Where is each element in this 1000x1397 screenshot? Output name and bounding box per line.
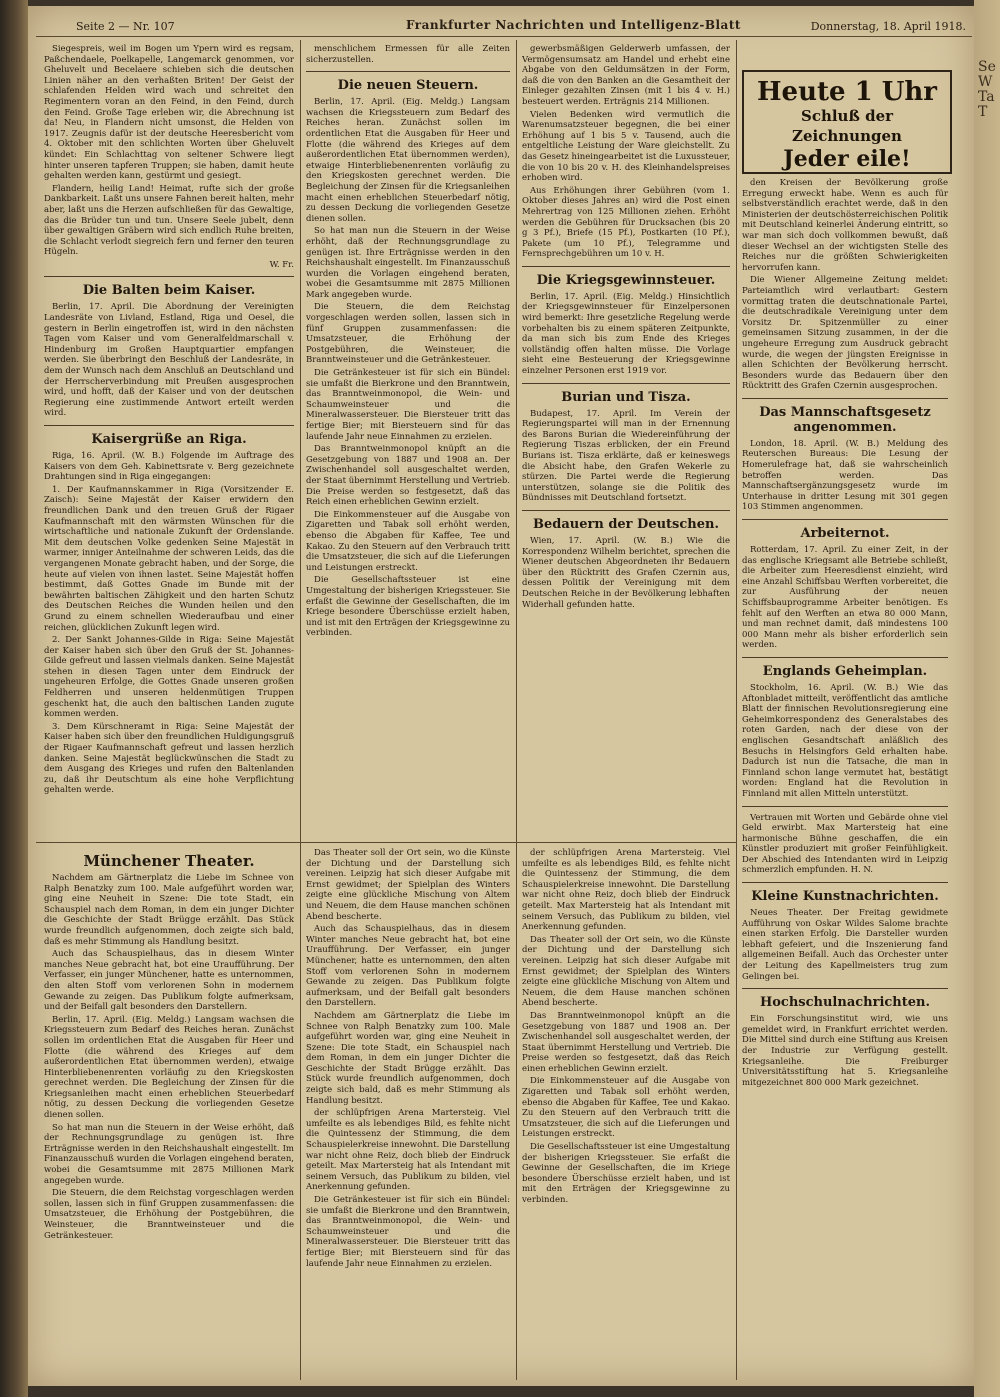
headline-kunstnachrichten: Kleine Kunstnachrichten. xyxy=(751,889,939,905)
article-text: Riga, 16. April. (W. B.) Folgende im Auftrage des Kaisers von dem Geh. Kabinettsrate v. Berg gezeichnete Drahtungen sind in Riga eingegangen: xyxy=(44,451,294,483)
article-text: Auch das Schauspielhaus, das in diesem Winter manches Neue gebracht hat, bot eine Uraufführung. Der Verfasser, ein junger Münchener, hatte es unternommen, den alten Stoff vom verlorenen Sohn in modernem Gewande zu zeigen. Das Publikum folgte aufmerksam, und der Beifall galt besonders den Darstellern. xyxy=(44,949,294,1013)
column-rule xyxy=(736,40,737,1380)
column-rule xyxy=(300,40,301,1380)
headline-balten: Die Balten beim Kaiser. xyxy=(82,283,256,299)
headline-muenchener-theater: Münchener Theater. xyxy=(83,852,255,870)
article-text: Das Branntweinmonopol knüpft an die Gesetzgebung von 1887 und 1908 an. Der Zwischenhandel soll ausgeschaltet werden, der Staat übernimmt Herstellung und Vertrieb. Die Preise werden so festgesetzt, daß das Reich einen erheblichen Gewinn erzielt. xyxy=(306,444,510,508)
article-text: der schlüpfrigen Arena Martersteig. Viel umfeilte es als lebendiges Bild, es fehlte nicht die Quintessenz der Stimmung, die dem Schauspielerkreise innewohnt. Die Darstellung war nicht ohne Reiz, doch blieb der Eindruck geteilt. Max Martersteig hat als Intendant mit seinem Versuch, das Publikum zu bilden, viel Anerkennung gefunden. xyxy=(306,1108,510,1193)
divider xyxy=(742,882,948,883)
headline-bedauern: Bedauern der Deutschen. xyxy=(533,516,719,532)
article-text: den Kreisen der Bevölkerung große Erregung erweckt habe. Wenn es auch für selbstverständlich erachtet werde, daß in den Ministerien der deutschösterreichischen Politik mit Deutschland keinerlei Änderung eintritt, so war man sich doch vollkommen bewußt, daß dieser Wechsel an der wichtigsten Stelle des Reiches nur die größten Schwierigkeiten hervorrufen kann. xyxy=(742,178,948,273)
divider xyxy=(522,510,730,511)
book-binding xyxy=(0,0,28,1397)
notice-call: Jeder eile! xyxy=(783,146,911,172)
article-text: Budapest, 17. April. Im Verein der Regierungspartei will man in der Ernennung des Barons Burian die Wiedereinführung der Regierung Tiszas erblicken, der ein Freund Burians ist. Tisza erklärte, daß er keineswegs die Absicht habe, den Grafen Wekerle zu stürzen. Die Partei werde die Regierung unterstützen, solange sie die Politik des Bündnisses mit Deutschland fortsetzt. xyxy=(522,408,730,504)
divider xyxy=(742,519,948,520)
article-text: Nachdem am Gärtnerplatz die Liebe im Schnee von Ralph Benatzky zum 100. Male aufgeführt worden war, ging eine Neuheit in Szene: Die tote Stadt, ein Schauspiel nach dem Roman, in dem ein junger Dichter die Geschichte der Stadt Brügge erzählt. Das Stück wurde freundlich aufgenommen, doch zeigte sich bald, daß es mehr Stimmung als Handlung besitzt. xyxy=(306,1010,510,1106)
article-text: Das Theater soll der Ort sein, wo die Künste der Dichtung und der Darstellung sich vereinen. Leipzig hat sich dieser Aufgabe mit Ernst gewidmet; der Spielplan des Winters zeigte eine glückliche Mischung von Altem und Neuem, die dem Hause manchen schönen Abend bescherte. xyxy=(306,848,510,922)
article-text: Aus Erhöhungen ihrer Gebühren (vom 1. Oktober dieses Jahres an) wird die Post einen Mehrertrag von 125 Millionen ziehen. Erhöht werden die Gebühren für Drucksachen (bis 20 g 3 Pf.), Briefe (15 Pf.), Postkarten (10 Pf.), Pakete (um 10 Pf.), Telegramme und Fernsprechgebühren um 10 v. H. xyxy=(522,185,730,260)
column-3 xyxy=(522,44,730,839)
article-signature: W. Fr. xyxy=(269,259,294,270)
theater-column-3 xyxy=(522,848,730,1373)
column-rule xyxy=(516,40,517,1380)
article-text: 3. Dem Kürschneramt in Riga: Seine Majestät der Kaiser haben sich über den freundlichen Huldigungsgruß der Rigaer Kaufmannschaft gefreut und lassen herzlich danken. Seine Majestät beglückwünschen die Stadt zu dem Ausgang des Krieges und rufen den Baltenlanden zu, daß ihr Deutschtum als eine hohe Verpflichtung gehalten werde. xyxy=(44,721,294,796)
article-text: Siegespreis, weil im Bogen um Ypern wird es regsam, Paßchendaele, Poelkapelle, Langemarck genommen, vor Gheluvelt und Becelaere schieben sich die deutschen Linien näher an den verhaßten Briten! Der Geist der schlafenden Helden wird wach und schreitet den Regimentern voran an den Feind, in den Feind, durch den Feind. Große Tage erleben wir, die Abrechnung ist da! Neu, in Flandern nicht umsonst, die Helden von 1917. Zeugnis dafür ist der deutsche Heeresbericht vom 4. Oktober mit den schlichten Worten über Gheluvelt kündet: Ein Schlachttag von seltener Schwere liegt hinter unseren tapferen Truppen; sie haben, damit heute gehalten werden kann, gestürmt und gesiegt. xyxy=(44,44,294,182)
article-text: Das Branntweinmonopol knüpft an die Gesetzgebung von 1887 und 1908 an. Der Zwischenhandel soll ausgeschaltet werden, der Staat übernimmt Herstellung und Vertrieb. Die Preise werden so festgesetzt, daß das Reich einen erheblichen Gewinn erzielt. xyxy=(522,1010,730,1074)
headline-englands-geheimplan: Englands Geheimplan. xyxy=(762,663,928,679)
headline-neue-steuern: Die neuen Steuern. xyxy=(337,78,479,94)
article-text: Vertrauen mit Worten und Gebärde ohne viel Geld erwirbt. Max Martersteig hat eine harmonische Bühne geschaffen, die ein Künstler produziert mit großer Feinfühligkeit. Der Abschied des Intendanten wird in Leipzig schmerzlich empfunden. H. N. xyxy=(742,812,948,876)
article-text: Berlin, 17. April. (Eig. Meldg.) Langsam wachsen die Kriegssteuern zum Bedarf des Reiches heran. Zunächst sollen im ordentlichen Etat die Ausgaben für Heer und Flotte (die während des Krieges auf dem außerordentlichen Etat übernommen werden), etwaige Hinterbliebenenrenten vorläufig zu den Kriegskosten gerechnet werden. Die Begleichung der Zinsen für die Kriegsanleihen macht einen erheblichen Steuerbedarf nötig, zu dessen Deckung die vorliegenden Gesetze dienen sollen. xyxy=(306,97,510,224)
theater-column-1 xyxy=(44,848,294,1373)
divider xyxy=(522,383,730,384)
next-page-text: Se W Ta T xyxy=(978,59,996,120)
headline-kaisergruesse: Kaisergrüße an Riga. xyxy=(91,432,247,447)
page-header xyxy=(36,20,972,37)
headline-burian-tisza: Burian und Tisza. xyxy=(561,389,691,405)
divider xyxy=(522,266,730,267)
page-number: Seite 2 — Nr. 107 xyxy=(76,20,175,33)
article-text: Die Wiener Allgemeine Zeitung meldet: Parteiamtlich wird verlautbart: Gestern vormittag traten die deutschnationale Partei, die deutschradikale Vereinigung unter dem Vorsitz Dr. Spitzenmüller zu einer gemeinsamen Sitzung zusammen, in der die ungeheure Erregung zum Ausdruck gebracht wurde, die wegen der jüngsten Ereignisse in allen Schichten der Bevölkerung herrscht. Besonders wurde das Bedauern über den Rücktritt des Grafen Czernin ausgesprochen. xyxy=(742,275,948,392)
article-text: Berlin, 17. April. (Eig. Meldg.) Langsam wachsen die Kriegssteuern zum Bedarf des Reiches heran. Zunächst sollen im ordentlichen Etat die Ausgaben für Heer und Flotte (die während des Krieges auf dem außerordentlichen Etat übernommen werden), etwaige Hinterbliebenenrenten vorläufig zu den Kriegskosten gerechnet werden. Die Begleichung der Zinsen für die Kriegsanleihen macht einen erheblichen Steuerbedarf nötig, zu dessen Deckung die vorliegenden Gesetze dienen sollen. xyxy=(44,1014,294,1121)
article-text: Neues Theater. Der Freitag gewidmete Aufführung von Oskar Wildes Salome brachte einen starken Erfolg. Die Darsteller wurden lebhaft gefeiert, und die Inszenierung fand allgemeinen Beifall. Auch das Orchester unter der Leitung des Kapellmeisters trug zum Gelingen bei. xyxy=(742,908,948,982)
article-text: Auch das Schauspielhaus, das in diesem Winter manches Neue gebracht hat, bot eine Uraufführung. Der Verfasser, ein junger Münchener, hatte es unternommen, den alten Stoff vom verlorenen Sohn in modernem Gewande zu zeigen. Das Publikum folgte aufmerksam, und der Beifall galt besonders den Darstellern. xyxy=(306,924,510,1009)
article-text: Vielen Bedenken wird vermutlich die Warenumsatzsteuer begegnen, die bei einer Erhöhung auf 1 bis 5 v. Tausend, auch die entgeltliche Leistung der Ware gleichstellt. Zu das Gesetz hineingearbeitet ist die Luxussteuer, die von 10 bis 20 v. H. des Kleinhandelspreises erhoben wird. xyxy=(522,109,730,184)
article-text: Flandern, heilig Land! Heimat, rufte sich der große Dankbarkeit. Laßt uns unsere Fahnen bereit halten, mehr aber, laßt uns die Herzen aufschließen für das Gewaltige, das die Brüder tun und tun. Unsere Seele jubelt, denn über gewaltigen Gräbern wird sich endlich Ruhe breiten, die Schlacht verlodt siegreich fern und ferner den teuren Hügeln. xyxy=(44,183,294,258)
article-text: Nachdem am Gärtnerplatz die Liebe im Schnee von Ralph Benatzky zum 100. Male aufgeführt worden war, ging eine Neuheit in Szene: Die tote Stadt, ein Schauspiel nach dem Roman, in dem ein junger Dichter die Geschichte der Stadt Brügge erzählt. Das Stück wurde freundlich aufgenommen, doch zeigte sich bald, daß es mehr Stimmung als Handlung besitzt. xyxy=(44,873,294,947)
article-text: Die Gesellschaftssteuer ist eine Umgestaltung der bisherigen Kriegssteuer. Sie erfaßt die Gewinne der Gesellschaften, die im Kriege besondere Überschüsse erzielt haben, und ist mit den Erträgen der Kriegsgewinne zu verbinden. xyxy=(522,1142,730,1205)
article-text: So hat man nun die Steuern in der Weise erhöht, daß der Rechnungsgrundlage zu genügen ist. Ihre Erträgnisse werden in den Reichshaushalt eingestellt. Im Finanzausschuß wurden die Vorlagen eingehend beraten, wobei die Gesamtsumme mit 2875 Millionen Mark angegeben wurde. xyxy=(44,1122,294,1186)
column-2 xyxy=(306,44,510,839)
headline-arbeiternot: Arbeiternot. xyxy=(800,526,890,542)
article-text: 1. Der Kaufmannskammer in Riga (Vorsitzender E. Zaisch): Seine Majestät der Kaiser erwidern den freundlichen Dank und den treuen Gruß der Rigaer Kaufmannschaft mit den wärmsten Wünschen für die wirtschaftliche und nationale Zukunft der Ordenslande. Mit dem deutschen Volke gedenken Seine Majestät in warmer, inniger Anteilnahme der schweren Leids, das die vergangenen Monate gebracht haben, und der Sorge, die heute auf vielen von ihnen lastet. Seine Majestät hoffen bestimmt, daß Gottes Gnade im Bunde mit der bewährten baltischen Zähigkeit und den harten Schutz des Deutschen Reiches die Wunden heilen und den Grund zu einem schnellen Wiederaufbau und einer reichen, glücklichen Zukunft legen wird. xyxy=(44,484,294,633)
notice-heading: Heute 1 Uhr xyxy=(756,77,938,107)
subscription-notice-box xyxy=(742,70,952,174)
article-text: Berlin, 17. April. Die Abordnung der Vereinigten Landesräte von Livland, Estland, Riga und Oesel, die gestern in Berlin eingetroffen ist, wird in den nächsten Tagen vom Kaiser und vom Generalfeldmarschall v. Hindenburg im Großen Hauptquartier empfangen werden. Sie überbringt den Beschluß der Landesräte, in dem der Wunsch nach dem Anschluß an Deutschland und der Herrscherverbindung mit Preußen ausgesprochen wird, und hofft, daß der Kaiser und von der deutschen Regierung eine zustimmende Antwort erteilt werden wird. xyxy=(44,302,294,419)
article-text: Wien, 17. April. (W. B.) Wie die Korrespondenz Wilhelm berichtet, sprechen die Wiener deutschen Abgeordneten ihr Bedauern über den Rücktritt des Grafen Czernin aus, dessen Politik der Vereinigung mit dem Deutschen Reiche in der Bevölkerung lebhaften Widerhall gefunden hatte. xyxy=(522,535,730,610)
article-text: der schlüpfrigen Arena Martersteig. Viel umfeilte es als lebendiges Bild, es fehlte nicht die Quintessenz der Stimmung, die dem Schauspielerkreise innewohnt. Die Darstellung war nicht ohne Reiz, doch blieb der Eindruck geteilt. Max Martersteig hat als Intendant mit seinem Versuch, das Publikum zu bilden, viel Anerkennung gefunden. xyxy=(522,848,730,933)
divider xyxy=(44,276,294,277)
issue-date: Donnerstag, 18. April 1918. xyxy=(810,20,966,33)
headline-hochschulnachrichten: Hochschulnachrichten. xyxy=(759,995,931,1011)
article-text: Stockholm, 16. April. (W. B.) Wie das Aftonbladet mitteilt, veröffentlicht das amtliche Blatt der finnischen Revolutionsregierung eine Geheimkorrespondenz des Generalstabes des roten Garden, nach der diese von der englischen Gesandtschaft anläßlich des Besuchs in Helsingfors Geld erhalten habe. Dadurch ist nun die Tatsache, die man in Finnland schon lange vermutet hat, bestätigt worden: England hat die Revolution in Finnland mit allen Mitteln unterstützt. xyxy=(742,682,948,799)
article-text: gewerbsmäßigen Gelderwerb umfassen, der Vermögensumsatz am Handel und erhebt eine Abgabe von den Geldumsätzen in der Form, daß die von den Banken an die Gesamtheit der Einleger gezahlten Zinsen (mit 1 bis 4 v. H.) besteuert werden. Erträgnis 214 Millionen. xyxy=(522,44,730,107)
article-text: Die Einkommensteuer auf die Ausgabe von Zigaretten und Tabak soll erhöht werden, ebenso die Abgaben für Kaffee, Tee und Kakao. Zu den Steuern auf den Verbrauch tritt die Umsatzsteuer, die sich auf die Lieferungen und Leistungen erstreckt. xyxy=(306,509,510,573)
article-text: Berlin, 17. April. (Eig. Meldg.) Hinsichtlich der Kriegsgewinnsteuer für Einzelpersonen wird bemerkt: Ihre gesetzliche Regelung werde vorbehalten bis zu einem späteren Zeitpunkte, da man sich bis zum Ende des Krieges vollständig offen halten müsse. Die Vorlage sieht eine Besteuerung der Kriegsgewinne einzelner Personen erst 1919 vor. xyxy=(522,291,730,377)
divider xyxy=(44,425,294,426)
divider xyxy=(742,657,948,658)
theater-column-2 xyxy=(306,848,510,1373)
divider xyxy=(742,988,948,989)
article-text: Die Steuern, die dem Reichstag vorgeschlagen werden sollen, lassen sich in fünf Gruppen zusammenfassen: die Umsatzsteuer, die Erhöhung der Postgebühren, die Weinsteuer, die Branntweinsteuer und die Getränkesteuer. xyxy=(44,1188,294,1241)
article-text: menschlichem Ermessen für alle Zeiten sicherzustellen. xyxy=(306,44,510,65)
divider xyxy=(306,71,510,72)
article-text: London, 18. April. (W. B.) Meldung des Reuterschen Bureaus: Die Lesung der Homerulefrage hat, daß sie wahrscheinlich betroffen werden. Das Mannschaftsergänzungsgesetz wurde im Unterhause in dritter Lesung mit 301 gegen 103 Stimmen angenommen. xyxy=(742,438,948,513)
article-text: Die Getränkesteuer ist für sich ein Bündel: sie umfaßt die Bierkrone und den Branntwein, das Branntweinmonopol, die Wein- und Schaumweinsteuer und die Mineralwassersteuer. Die Biersteuer tritt das fertige Bier; mit Biersteuern sind für das laufende Jahr neue Einnahmen zu erzielen. xyxy=(306,1195,510,1269)
article-text: So hat man nun die Steuern in der Weise erhöht, daß der Rechnungsgrundlage zu genügen ist. Ihre Erträgnisse werden in den Reichshaushalt eingestellt. Im Finanzausschuß wurden die Vorlagen eingehend beraten, wobei die Gesamtsumme mit 2875 Millionen Mark angegeben wurde. xyxy=(306,226,510,300)
notice-subheading: Schluß der Zeichnungen xyxy=(792,107,902,145)
article-text: Rotterdam, 17. April. Zu einer Zeit, in der das englische Kriegsamt alle Betriebe schließt, die Arbeiter zum Heeresdienst einzieht, wird eine Anzahl Schiffsbau Werften vorbereitet, die zur Ausführung der neuen Schiffsbauprogramme Arbeiter benötigen. Es fehlt auf den Werften an etwa 80 000 Mann, und man rechnet damit, daß mindestens 100 000 Mann mehr als bisher erforderlich sein werden. xyxy=(742,545,948,651)
column-4 xyxy=(742,178,948,1373)
headline-mannschaftsgesetz: Das Mannschaftsgesetz angenommen. xyxy=(759,404,931,435)
section-rule xyxy=(36,842,736,843)
article-text: 2. Der Sankt Johannes-Gilde in Riga: Seine Majestät der Kaiser haben sich über den Gruß der St. Johannes-Gilde gefreut und lassen vielmals danken. Seine Majestät stehen in diesen Tagen unter dem Eindruck der ungeheuren Erfolge, die Gottes Gnade unseren großen Feldherren und unseren heldenmütigen Truppen geschenkt hat, die auch den baltischen Landen zugute kommen werden. xyxy=(44,635,294,720)
next-page-edge xyxy=(974,0,1000,1397)
article-text: Die Steuern, die dem Reichstag vorgeschlagen werden sollen, lassen sich in fünf Gruppen zusammenfassen: die Umsatzsteuer, die Erhöhung der Postgebühren, die Weinsteuer, die Branntweinsteuer und die Getränkesteuer. xyxy=(306,302,510,366)
article-text: Die Einkommensteuer auf die Ausgabe von Zigaretten und Tabak soll erhöht werden, ebenso die Abgaben für Kaffee, Tee und Kakao. Zu den Steuern auf den Verbrauch tritt die Umsatzsteuer, die sich auf die Lieferungen und Leistungen erstreckt. xyxy=(522,1076,730,1140)
newspaper-title: Frankfurter Nachrichten und Intelligenz-Blatt xyxy=(406,18,741,32)
article-text: Das Theater soll der Ort sein, wo die Künste der Dichtung und der Darstellung sich vereinen. Leipzig hat sich dieser Aufgabe mit Ernst gewidmet; der Spielplan des Winters zeigte eine glückliche Mischung von Altem und Neuem, die dem Hause manchen schönen Abend bescherte. xyxy=(522,934,730,1009)
article-text: Die Getränkesteuer ist für sich ein Bündel: sie umfaßt die Bierkrone und den Branntwein, das Branntweinmonopol, die Wein- und Schaumweinsteuer und die Mineralwassersteuer. Die Biersteuer tritt das fertige Bier; mit Biersteuern sind für das laufende Jahr neue Einnahmen zu erzielen. xyxy=(306,368,510,442)
divider xyxy=(742,806,948,807)
article-text: Ein Forschungsinstitut wird, wie uns gemeldet wird, in Frankfurt errichtet werden. Die Mittel sind durch eine Stiftung aus Kreisen der Industrie zur Verfügung gestellt. Kriegsanleihe. Die Freiburger Universitätsstiftung hat 5. Kriegsanleihe mitgezeichnet 800 000 Mark gezeichnet. xyxy=(742,1014,948,1088)
column-1 xyxy=(44,44,294,839)
headline-kriegsgewinnsteuer: Die Kriegsgewinnsteuer. xyxy=(536,272,716,288)
article-text: Die Gesellschaftssteuer ist eine Umgestaltung der bisherigen Kriegssteuer. Sie erfaßt die Gewinne der Gesellschaften, die im Kriege besondere Überschüsse erzielt haben, und ist mit den Erträgen der Kriegsgewinne zu verbinden. xyxy=(306,575,510,639)
divider xyxy=(742,398,948,399)
